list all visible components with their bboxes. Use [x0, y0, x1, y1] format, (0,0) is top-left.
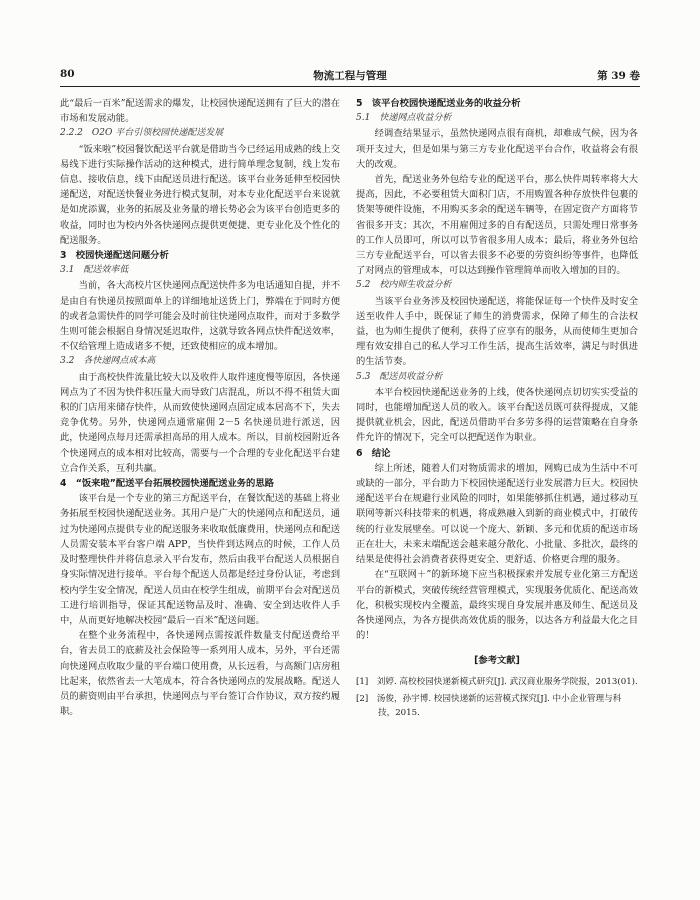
body-paragraph: 本平台校园快递配送业务的上线，使各快递网点切切实实受益的同时，也能增加配送人员的收入。该平台配送员既可获得提成，又能提供就业机会，因此，配送员借助平台多劳多得的运营策略在自身条件允许的情况下，完全可以把配送作为职业。 [356, 386, 638, 444]
section-heading: 3 校园快递配送问题分析 [60, 250, 169, 262]
right-column-body [356, 96, 638, 643]
subsection-heading: 2.2.2 O2O 平台引领校园快递配送发展 [60, 128, 224, 139]
subsection-heading: 5.2 校内师生收益分析 [356, 280, 452, 291]
header-rule [60, 86, 640, 87]
subsection-heading: 5.3 配送员收益分析 [356, 371, 443, 382]
reference-item: [1] 刘婷. 高校校园快递新模式研究[J]. 武汉商业服务学院报，2013(01). [356, 676, 638, 687]
body-paragraph: 当该平台业务涉及校园快递配送，将能保证每一个快件及时安全送至收件人手中，既保证了师生的消费需求，保障了师生的合法权益，也为师生提供了便利，获得了应享有的服务，从而使师生更加合理有效安排自己的私人学习工作生活，提高生活效率，满足与时俱进的生活节奏。 [356, 295, 638, 368]
journal-name: 物流工程与管理 [313, 70, 387, 82]
body-paragraph: “饭来啦”校园餐饮配送平台就是借助当今已经运用成熟的线上交易线下进行实际操作活动的这种模式，进行简单理念复制，线上发布信息、接收信息，线下由配送员进行配送。该平台业务延伸至校园快递配送，对配送快餐业务进行模式复制，对本专业化配送平台来说就是如虎添翼，业务的拓展及业务量的增长势必会为该平台创造更多的收益，同时也为校内外各快递网点提供更便捷、更专业化及个性化的配送服务。 [60, 143, 340, 246]
section-heading: 5 该平台校园快递配送业务的收益分析 [356, 98, 521, 109]
body-paragraph: 首先，配送业务外包给专业的配送平台，那么快件周转率将大大提高，因此，不必要租赁大面积门店，不用购置各种存放快件包裹的货架等硬件设施，不用购买多余的配送车辆等，在固定资产方面将节省很多开支；其次，不用雇佣过多的自有配送员，只需处理日常事务的工作人员即可，所以可以节省很多用人成本；最后，将业务外包给三方专业配送平台，可以省去很多不必要的劳资纠纷等事件，也降低了对网点的管理成本，可以达到操作管理简单而收入增加的目的。 [356, 174, 638, 277]
reference-item: [2] 汤俊，孙宇博. 校园快递新的运营模式探究[J]. 中小企业管理与科技，2015. [356, 693, 622, 718]
subsection-heading: 3.1 配送效率低 [60, 265, 129, 276]
body-paragraph: 此“最后一百米”配送需求的爆发，让校园快递配送拥有了巨大的潜在市场和发展动能。 [60, 98, 340, 125]
body-paragraph: 在“互联网＋”的新环境下应当积极探索并发展专业化第三方配送平台的新模式，突破传统经营管理模式，实现服务优质化、配送高效化，积极实现校内全覆盖，最终实现自身发展并惠及师生、配送员及各快递网点，为各方提供高效优质的服务，以达各方利益最大化之目的！ [356, 569, 638, 642]
references-title: [参考文献] [474, 655, 520, 667]
body-paragraph: 由于高校快件流量比较大以及收件人取件速度慢等原因，各快递网点为了不因为快件积压量大而导致门店混乱，所以不得不租赁大面积的门店用来储存快件，从而致使快递网点固定成本居高不下，失去竞争优势。另外，快递网点通常雇佣 2－5 名快递员进行派送，因此，快递网点每月还需承担高昂的用人成本。所以，目前校园附近各个快递网点的成本相对比较高，需要与一个合理的专业化配送平台建立合作关系，互利共赢。 [60, 371, 340, 474]
subsection-heading: 5.1 快递网点收益分析 [356, 113, 452, 124]
body-paragraph: 该平台是一个专业的第三方配送平台，在餐饮配送的基础上将业务拓展至校园快递配送业务。其用户是广大的快递网点和配送员，通过为快递网点提供专业的配送服务来收取低廉费用，快递网点和配送人员需安装本平台客户端 APP，当快件到达网点的时候，工作人员及时整理快件并将信息录入平台发布，然后由我平台配送人员根据自身实际情况进行接单。平台每个配送人员都是经过身份认证，考虑到校内学生安全情况，配送人员由在校学生组成，前期平台会对配送员工进行培训指导，保证其配送物品及时、准确、安全到达收件人手中，从而更好地解决校园“最后一百米”配送问题。 [60, 493, 340, 626]
body-paragraph: 当前，各大高校片区快递网点配送快件多为电话通知自提，并不是由自有快递员按照面单上的详细地址送货上门，弊端在于同时方便的或者急需快件的同学可能会及时前往快递网点取件，而对于多数学生则可能会根据自身情况延迟取件，这就导致各网点快件配送效率，不仅给管理上造成诸多不便，还致使相应的成本增加。 [60, 280, 340, 353]
references-list [356, 675, 638, 720]
volume-label: 第 39 卷 [597, 70, 640, 82]
left-column [60, 96, 340, 719]
subsection-heading: 3.2 各快递网点成本高 [60, 356, 156, 367]
section-heading: 6 结论 [356, 447, 391, 459]
body-paragraph: 在整个业务流程中，各快递网点需按派件数量支付配送费给平台，省去员工的底薪及社会保险等一系列用人成本，另外，平台还需向快递网点收取少量的平台端口使用费，从长远看，与高额门店房租比起来，依然省去一大笔成本，符合各快递网点的发展战略。配送人员的薪资则由平台承担，快递网点与平台签订合作协议，双方按约履职。 [60, 630, 340, 718]
right-column [356, 96, 638, 723]
body-paragraph: 综上所述，随着人们对物质需求的增加，网购已成为生活中不可或缺的一部分，平台助力下校园快递配送行业发展潜力巨大。校园快递配送平台在规避行业风险的同时，如果能够抓住机遇，通过移动互联网等新兴科技带来的机遇，将成熟融入到新的商业模式中，打破传统的行业发展壁垒。可以说一个庞大、新颖、多元和优质的配送市场正在壮大，未来末端配送会越来越分散化、小批量、多批次，最终的结果是使得社会消费者获得更安全、更舒适、价格更合理的服务。 [356, 462, 638, 566]
body-paragraph: 经调查结果显示，虽然快递网点很有商机，却难成气候，因为各项开支过大，但是如果与第三方专业化配送平台合作，收益将会有很大的改观。 [356, 128, 638, 170]
page-number: 80 [60, 68, 75, 80]
section-heading: 4 “饭来啦”配送平台拓展校园快递配送业务的思路 [60, 478, 274, 490]
running-header [60, 66, 640, 86]
